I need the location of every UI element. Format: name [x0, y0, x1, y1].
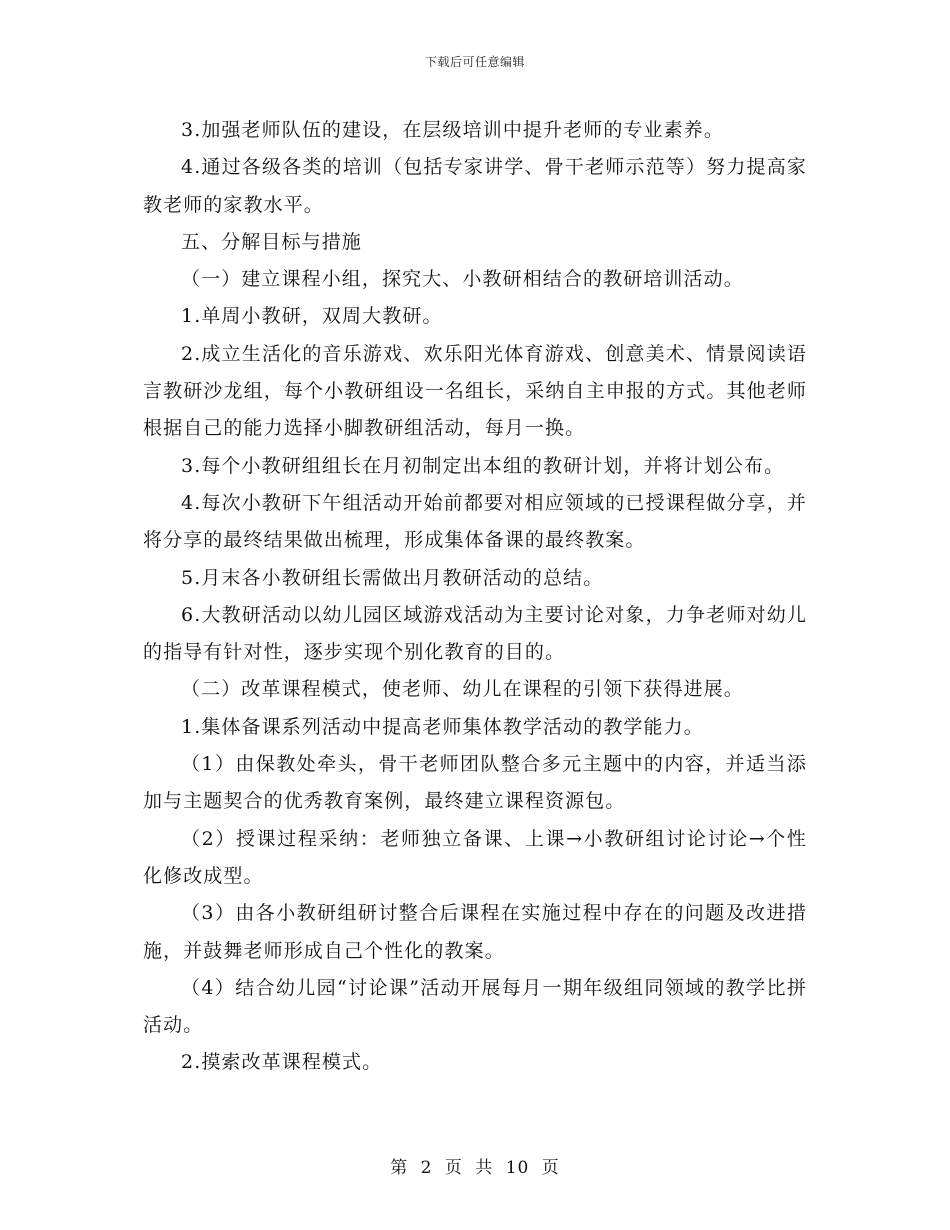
paragraph: （3）由各小教研组研讨整合后课程在实施过程中存在的问题及改进措施，并鼓舞老师形成自己个性化的教案。 [143, 902, 807, 962]
subsection-heading: （一）建立课程小组，探究大、小教研相结合的教研培训活动。 [181, 268, 744, 291]
paragraph: 1.集体备课系列活动中提高老师集体教学活动的教学能力。 [181, 715, 704, 738]
paragraph: （4）结合幼儿园“讨论课”活动开展每月一期年级组同领域的教学比拼活动。 [143, 976, 807, 1037]
paragraph: 5.月末各小教研组长需做出月教研活动的总结。 [181, 566, 604, 589]
paragraph: 4.通过各级各类的培训（包括专家讲学、骨干老师示范等）努力提高家教老师的家教水平。 [143, 156, 807, 216]
document-body [143, 112, 807, 1082]
paragraph: 6.大教研活动以幼儿园区域游戏活动为主要讨论对象，力争老师对幼儿的指导有针对性，逐步实现个别化教育的目的。 [143, 603, 807, 664]
paragraph: 3.每个小教研组组长在月初制定出本组的教研计划，并将计划公布。 [181, 454, 785, 477]
section-heading: 五、分解目标与措施 [181, 230, 362, 253]
page-header: 下载后可任意编辑 [424, 55, 525, 69]
paragraph: （1）由保教处牵头，骨干老师团队整合多元主题中的内容，并适当添加与主题契合的优秀教育案例，最终建立课程资源包。 [143, 753, 807, 813]
paragraph: 1.单周小教研，双周大教研。 [181, 305, 443, 328]
paragraph: （2）授课过程采纳：老师独立备课、上课→小教研组讨论讨论→个性化修改成型。 [143, 827, 807, 887]
paragraph: 2.成立生活化的音乐游戏、欢乐阳光体育游戏、创意美术、情景阅读语言教研沙龙组，每个小教研组设一名组长，采纳自主申报的方式。其他老师根据自己的能力选择小脚教研组活动，每月一换。 [143, 342, 807, 440]
paragraph: 2.摸索改革课程模式。 [181, 1051, 383, 1074]
paragraph: 3.加强老师队伍的建设，在层级培训中提升老师的专业素养。 [181, 119, 724, 141]
paragraph: 4.每次小教研下午组活动开始前都要对相应领域的已授课程做分享，并将分享的最终结果做出梳理，形成集体备课的最终教案。 [143, 491, 807, 552]
subsection-heading: （二）改革课程模式，使老师、幼儿在课程的引领下获得进展。 [181, 678, 744, 701]
page-number-footer: 第 2 页 共 10 页 [390, 1158, 560, 1178]
